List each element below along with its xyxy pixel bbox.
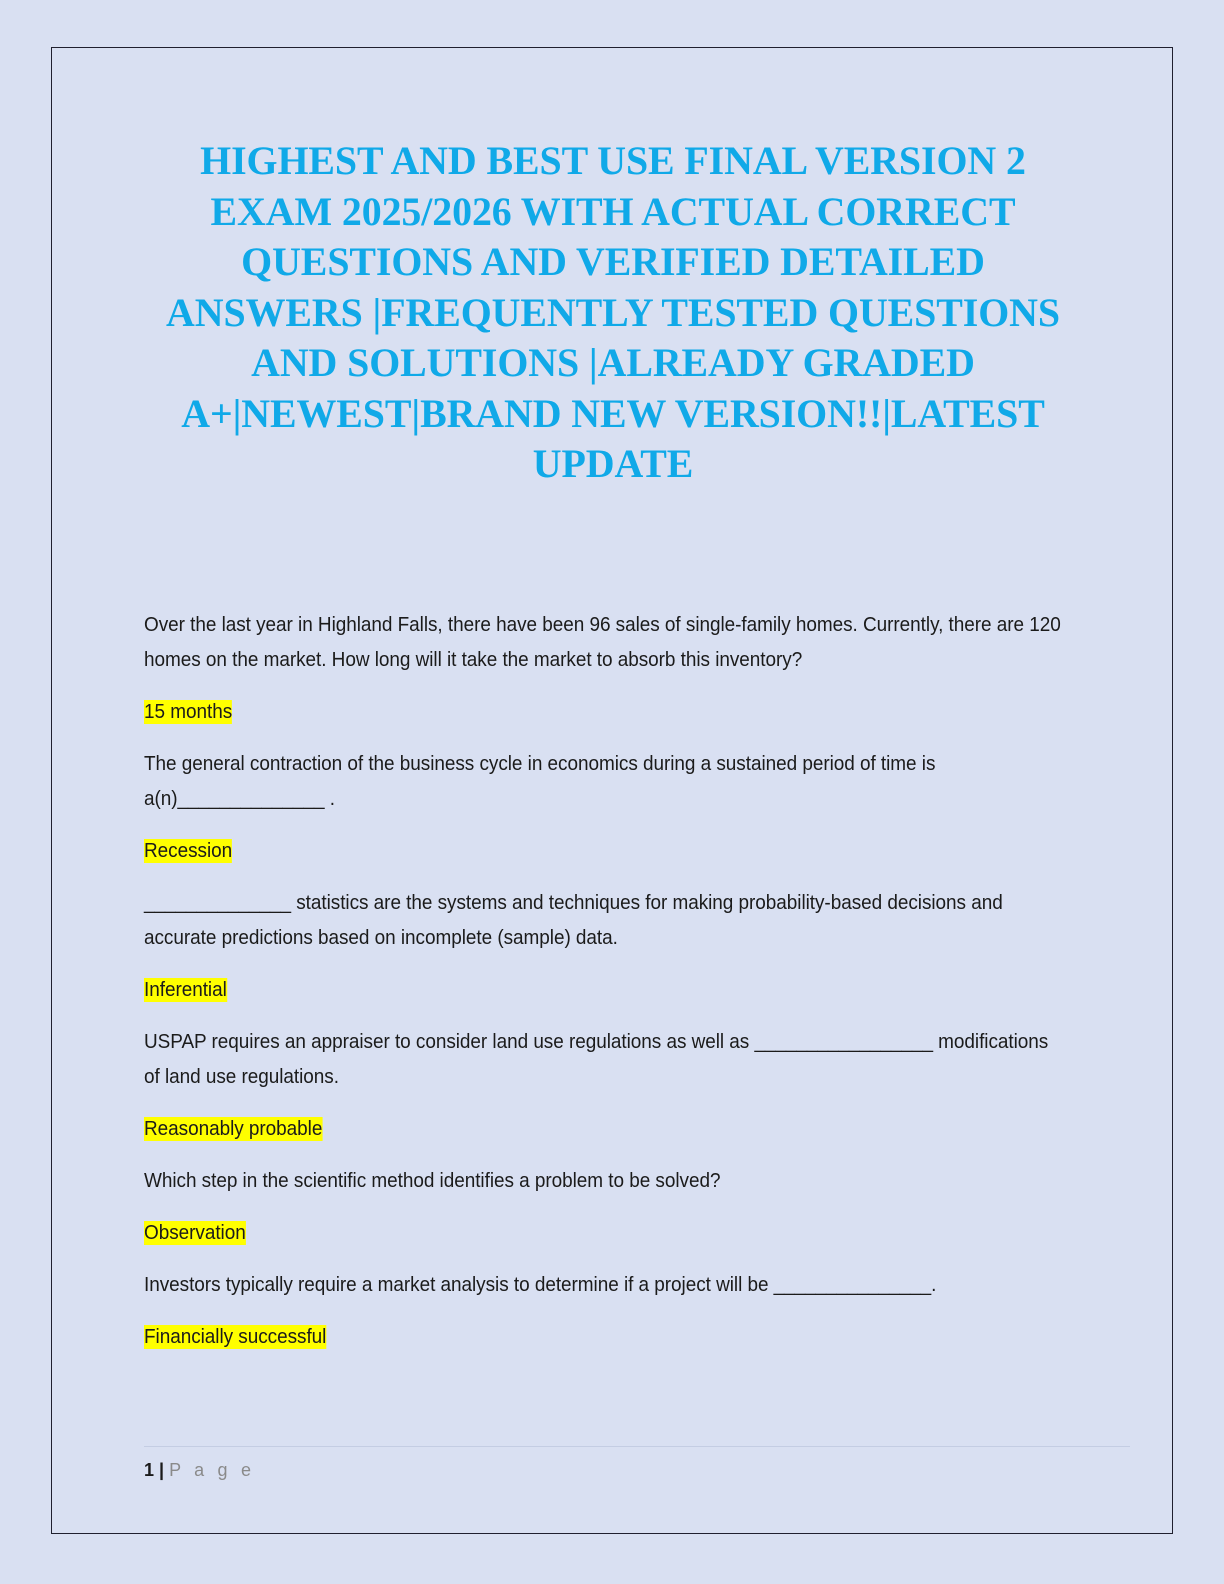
page-title: HIGHEST AND BEST USE FINAL VERSION 2 EXAM 2025/2026 WITH ACTUAL CORRECT QUESTIONS AND VERIFIED DETAILED ANSWERS |FREQUENTLY TESTED QUESTIONS AND SOLUTIONS |ALREADY GRADED A+|NEWEST|BRAND NEW VERSION!!|LATEST UPDATE xyxy=(166,138,1068,486)
footer-page-label: P a g e xyxy=(169,1460,256,1480)
page-frame xyxy=(51,47,1173,1534)
question-paragraph: USPAP requires an appraiser to consider land use regulations as well as _________________ modifications of land use regulations. xyxy=(144,1031,1049,1088)
highlighted-answer: Reasonably probable xyxy=(144,1118,323,1140)
question-paragraph: Investors typically require a market analysis to determine if a project will be _______________. xyxy=(144,1274,937,1296)
footer-divider xyxy=(144,1446,1130,1447)
highlighted-answer: Inferential xyxy=(144,979,227,1001)
highlighted-answer: Financially successful xyxy=(144,1326,327,1348)
answer-paragraph xyxy=(144,1112,1065,1147)
answer-paragraph xyxy=(144,834,1065,869)
question-paragraph: Which step in the scientific method identifies a problem to be solved? xyxy=(144,1170,721,1192)
answer-paragraph xyxy=(144,1320,1065,1355)
answer-paragraph xyxy=(144,695,1065,730)
question-paragraph: The general contraction of the business cycle in economics during a sustained period of time is a(n)______________ . xyxy=(144,753,936,810)
page-footer xyxy=(144,1460,255,1481)
answer-paragraph xyxy=(144,973,1065,1008)
answer-paragraph xyxy=(144,1216,1065,1251)
question-paragraph: ______________ statistics are the systems and techniques for making probability-based decisions and accurate predictions based on incomplete (sample) data. xyxy=(144,892,1003,949)
highlighted-answer: Observation xyxy=(144,1222,246,1244)
highlighted-answer: Recession xyxy=(144,840,233,862)
document-body xyxy=(144,608,1061,1372)
footer-page-number: 1 xyxy=(144,1460,155,1480)
footer-separator: | xyxy=(154,1460,170,1480)
highlighted-answer: 15 months xyxy=(144,701,233,723)
question-paragraph: Over the last year in Highland Falls, there have been 96 sales of single-family homes. Currently, there are 120 homes on the market. How long will it take the market to absorb this inventory? xyxy=(144,614,1061,671)
